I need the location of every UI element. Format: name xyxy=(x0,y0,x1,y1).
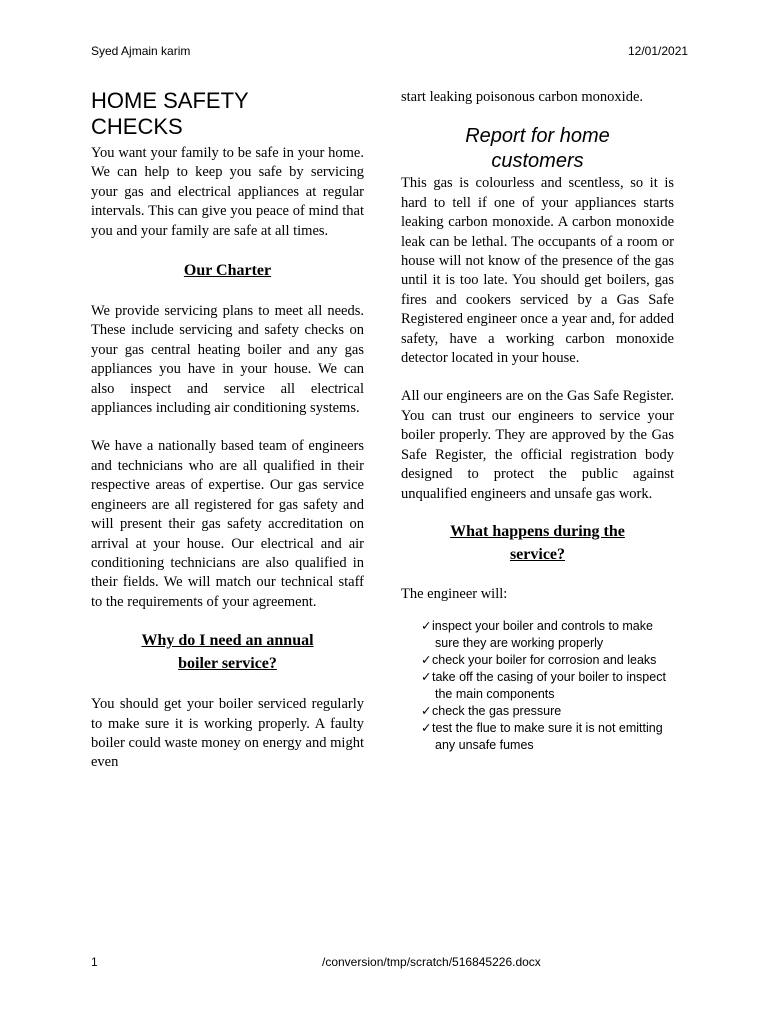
engineer-will-label: The engineer will: xyxy=(401,585,508,602)
footer-file-path: /conversion/tmp/scratch/516845226.docx xyxy=(322,955,541,969)
annual-service-paragraph: You should get your boiler serviced regularly to make sure it is working properly. A faulty boiler could waste money on energy and might even xyxy=(91,696,364,771)
checklist-item-text: check the gas pressure xyxy=(432,704,562,719)
checklist-item xyxy=(401,720,674,754)
checklist-item-text: test the flue to make sure it is not emitting any unsafe fumes xyxy=(432,721,663,753)
header-author: Syed Ajmain karim xyxy=(91,44,191,58)
check-icon: ✓ xyxy=(421,670,432,685)
check-icon: ✓ xyxy=(421,653,432,668)
report-heading xyxy=(401,124,674,174)
charter-paragraph-2: We have a nationally based team of engineers and technicians who are all qualified in their respective areas of expertise. Our gas service engineers are all registered for gas safety and will present their gas safety accreditation on arrival at your house. Our electrical and air conditioning technicians are also qualified in their fields. We will match our technical staff to the requirements of your agreement. xyxy=(91,438,364,610)
report-heading-line-1: Report for home xyxy=(465,125,610,148)
report-heading-line-2: customers xyxy=(491,150,584,173)
service-heading xyxy=(401,520,674,566)
right-column xyxy=(401,88,674,754)
checklist-item-text: inspect your boiler and controls to make sure they are working properly xyxy=(432,619,653,651)
checklist-item-text: check your boiler for corrosion and leaks xyxy=(432,653,657,668)
checklist-item xyxy=(401,703,674,720)
annual-service-heading xyxy=(91,629,364,675)
title-line-1: HOME SAFETY xyxy=(91,88,249,113)
checklist-item xyxy=(401,669,674,703)
service-heading-line-1: What happens during the xyxy=(450,522,625,540)
intro-paragraph: You want your family to be safe in your home. We can help to keep you safe by servicing your gas and electrical appliances at regular intervals. This can give you peace of mind that you and your family are safe at all times. xyxy=(91,145,364,239)
checklist-item-text: take off the casing of your boiler to inspect the main components xyxy=(432,670,666,702)
checklist-item xyxy=(401,652,674,669)
charter-paragraph-1: We provide servicing plans to meet all needs. These include servicing and safety checks on your gas central heating boiler and any gas appliances you have in your house. We can also inspect and service all electrical appliances including air conditioning systems. xyxy=(91,303,364,417)
check-icon: ✓ xyxy=(421,619,432,634)
service-checklist xyxy=(401,618,674,754)
title-line-2: CHECKS xyxy=(91,114,183,139)
checklist-item xyxy=(401,618,674,652)
report-paragraph-1: This gas is colourless and scentless, so it is hard to tell if one of your appliances starts leaking carbon monoxide. A carbon monoxide leak can be lethal. The occupants of a room or house will not know of the presence of the gas until it is too late. You should get boilers, gas fires and cookers serviced by a Gas Safe Registered engineer once a year and, for added safety, have a working carbon monoxide detector located in your house. xyxy=(401,175,674,367)
check-icon: ✓ xyxy=(421,721,432,736)
document-title xyxy=(91,88,364,140)
left-column xyxy=(91,88,364,773)
continuation-paragraph: start leaking poisonous carbon monoxide. xyxy=(401,89,644,105)
footer-page-number: 1 xyxy=(91,955,98,969)
check-icon: ✓ xyxy=(421,704,432,719)
charter-heading: Our Charter xyxy=(183,262,272,280)
header-date: 12/01/2021 xyxy=(628,44,689,58)
annual-heading-line-1: Why do I need an annual xyxy=(141,632,314,650)
report-paragraph-2: All our engineers are on the Gas Safe Register. You can trust our engineers to service your boiler properly. They are approved by the Gas Safe Register, the official registration body designed to protect the public against unqualified engineers and unsafe gas work. xyxy=(401,388,674,502)
service-heading-line-2: service? xyxy=(509,545,566,563)
annual-heading-line-2: boiler service? xyxy=(178,655,277,673)
